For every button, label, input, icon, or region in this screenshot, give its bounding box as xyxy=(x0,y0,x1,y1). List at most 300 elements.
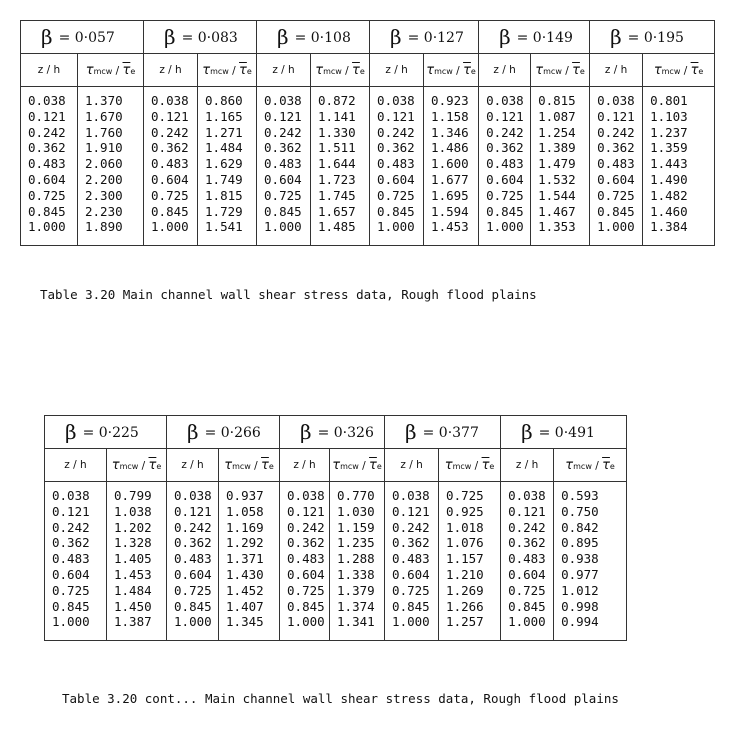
tau-ratio-value: 1.389 xyxy=(538,140,576,156)
tau-ratio-value: 1.359 xyxy=(650,140,688,156)
tau-ratio-value: 1.345 xyxy=(226,614,264,630)
tau-ratio-column xyxy=(311,87,370,246)
zh-value: 0.038 xyxy=(597,93,635,108)
zh-value: 0.483 xyxy=(287,551,325,567)
zh-header: z / h xyxy=(167,449,219,482)
zh-value: 0.242 xyxy=(151,124,189,140)
tau-ratio-value: 1.453 xyxy=(114,566,152,582)
tau-ratio-value: 1.532 xyxy=(538,171,576,187)
zh-column xyxy=(501,482,554,641)
tau-ratio-column xyxy=(643,87,715,246)
tau-ratio-value: 0.801 xyxy=(650,93,688,108)
tau-e-symbol: $\overline{\tau}$ xyxy=(148,457,157,473)
zh-value: 0.242 xyxy=(174,519,212,535)
zh-value: 0.121 xyxy=(52,503,90,519)
zh-value: 0.038 xyxy=(28,93,66,108)
zh-value: 0.242 xyxy=(264,124,302,140)
zh-value: 1.000 xyxy=(174,614,212,630)
tau-ratio-value: 1.271 xyxy=(205,124,243,140)
tau-ratio-value: 2.200 xyxy=(85,171,123,187)
tau-ratio-value: 0.994 xyxy=(561,614,599,630)
tau-subscript: mcw xyxy=(434,66,453,76)
zh-column xyxy=(144,87,198,246)
zh-value: 0.121 xyxy=(597,108,635,124)
zh-value: 0.483 xyxy=(52,551,90,567)
zh-value: 0.604 xyxy=(392,566,430,582)
tau-ratio-value: 1.453 xyxy=(431,219,469,235)
beta-symbol: β xyxy=(499,25,511,49)
tau-subscript: mcw xyxy=(232,461,251,471)
zh-value: 1.000 xyxy=(508,614,546,630)
table-caption-1: Table 3.20 Main channel wall shear stress data, Rough flood plains xyxy=(40,287,537,302)
tau-ratio-value: 1.484 xyxy=(114,582,152,598)
shear-stress-table-1 xyxy=(20,20,715,246)
tau-ratio-value: 1.254 xyxy=(538,124,576,140)
tau-ratio-value: 1.018 xyxy=(446,519,484,535)
tau-ratio-value: 1.749 xyxy=(205,171,243,187)
zh-value: 0.725 xyxy=(264,187,302,203)
tau-symbol: τ xyxy=(332,457,341,473)
zh-value: 0.038 xyxy=(151,93,189,108)
tau-subscript: mcw xyxy=(340,461,359,471)
zh-value: 0.121 xyxy=(287,503,325,519)
tau-slash: / xyxy=(228,64,240,77)
tau-ratio-value: 1.292 xyxy=(226,535,264,551)
zh-value: 0.038 xyxy=(264,93,302,108)
zh-value: 0.604 xyxy=(486,171,524,187)
zh-value: 0.038 xyxy=(486,93,524,108)
zh-value: 0.604 xyxy=(264,171,302,187)
beta-symbol: β xyxy=(277,25,289,49)
zh-header: z / h xyxy=(257,54,311,87)
beta-header xyxy=(370,21,479,54)
tau-slash: / xyxy=(471,459,482,472)
tau-ratio-value: 1.479 xyxy=(538,156,576,172)
zh-value: 1.000 xyxy=(52,614,90,630)
tau-ratio-value: 1.257 xyxy=(446,614,484,630)
tau-ratio-column xyxy=(330,482,385,641)
zh-header: z / h xyxy=(45,449,107,482)
zh-value: 0.483 xyxy=(28,156,66,172)
zh-value: 0.725 xyxy=(392,582,430,598)
zh-header: z / h xyxy=(21,54,78,87)
tau-ratio-value: 1.338 xyxy=(337,566,375,582)
tau-ratio-value: 1.467 xyxy=(538,203,576,219)
tau-symbol: τ xyxy=(426,62,435,78)
tau-ratio-value: 1.430 xyxy=(226,566,264,582)
tau-e-symbol: $\overline{\tau}$ xyxy=(261,457,269,473)
tau-ratio-header xyxy=(198,54,257,87)
zh-value: 1.000 xyxy=(264,219,302,235)
tau-e-subscript: e xyxy=(359,66,365,76)
zh-value: 0.121 xyxy=(264,108,302,124)
tau-ratio-value: 1.235 xyxy=(337,535,375,551)
tau-ratio-value: 0.923 xyxy=(431,93,469,108)
beta-symbol: β xyxy=(300,420,312,444)
tau-ratio-value: 1.038 xyxy=(114,503,152,519)
tau-e-symbol: $\overline{\tau}$ xyxy=(481,457,490,473)
beta-symbol: β xyxy=(405,420,417,444)
tau-ratio-value: 1.452 xyxy=(226,582,264,598)
tau-ratio-value: 1.030 xyxy=(337,503,375,519)
zh-value: 0.845 xyxy=(287,598,325,614)
tau-ratio-value: 1.890 xyxy=(85,219,123,235)
tau-ratio-header xyxy=(643,54,715,87)
tau-e-subscript: e xyxy=(609,461,615,471)
zh-column xyxy=(280,482,330,641)
tau-ratio-value: 1.370 xyxy=(85,93,123,108)
tau-ratio-value: 1.387 xyxy=(114,614,152,630)
tau-ratio-value: 1.723 xyxy=(318,171,356,187)
zh-value: 0.845 xyxy=(486,203,524,219)
beta-header xyxy=(45,416,167,449)
tau-slash: / xyxy=(341,64,353,77)
zh-value: 1.000 xyxy=(597,219,635,235)
zh-value: 0.242 xyxy=(486,124,524,140)
data-row xyxy=(21,87,715,246)
beta-value: = 0·127 xyxy=(407,30,464,46)
tau-slash: / xyxy=(561,64,573,77)
tau-ratio-value: 1.484 xyxy=(205,140,243,156)
tau-ratio-value: 0.872 xyxy=(318,93,356,108)
zh-header: z / h xyxy=(501,449,554,482)
zh-column xyxy=(257,87,311,246)
beta-value: = 0·149 xyxy=(516,30,573,46)
zh-column xyxy=(45,482,107,641)
tau-ratio-column xyxy=(78,87,144,246)
tau-ratio-value: 0.998 xyxy=(561,598,599,614)
beta-header xyxy=(144,21,257,54)
tau-ratio-value: 1.384 xyxy=(650,219,688,235)
tau-ratio-value: 0.750 xyxy=(561,503,599,519)
tau-e-symbol: $\overline{\tau}$ xyxy=(352,62,360,78)
tau-symbol: τ xyxy=(315,62,324,78)
tau-ratio-value: 1.407 xyxy=(226,598,264,614)
beta-header xyxy=(167,416,280,449)
tau-subscript: mcw xyxy=(210,66,229,76)
tau-slash: / xyxy=(358,459,370,472)
zh-value: 0.121 xyxy=(377,108,415,124)
tau-ratio-value: 0.937 xyxy=(226,488,264,503)
beta-header-row xyxy=(21,21,715,54)
tau-ratio-header xyxy=(78,54,144,87)
zh-value: 0.121 xyxy=(151,108,189,124)
tau-ratio-value: 1.353 xyxy=(538,219,576,235)
zh-value: 0.725 xyxy=(486,187,524,203)
tau-e-subscript: e xyxy=(268,461,274,471)
tau-ratio-value: 0.770 xyxy=(337,488,375,503)
tau-ratio-value: 1.288 xyxy=(337,551,375,567)
tau-ratio-value: 0.842 xyxy=(561,519,599,535)
zh-value: 0.038 xyxy=(174,488,212,503)
tau-ratio-column xyxy=(198,87,257,246)
tau-ratio-value: 1.482 xyxy=(650,187,688,203)
tau-ratio-value: 0.938 xyxy=(561,551,599,567)
tau-subscript: mcw xyxy=(119,461,139,471)
zh-value: 0.362 xyxy=(392,535,430,551)
tau-ratio-column xyxy=(219,482,280,641)
tau-e-symbol: $\overline{\tau}$ xyxy=(602,457,610,473)
beta-symbol: β xyxy=(521,420,533,444)
shear-stress-table-2 xyxy=(44,415,627,641)
tau-ratio-value: 1.670 xyxy=(85,108,123,124)
tau-ratio-header xyxy=(424,54,479,87)
beta-header xyxy=(21,21,144,54)
tau-ratio-value: 1.490 xyxy=(650,171,688,187)
tau-ratio-value: 1.745 xyxy=(318,187,356,203)
tau-subscript: mcw xyxy=(573,461,592,471)
beta-symbol: β xyxy=(41,25,53,49)
data-row xyxy=(45,482,627,641)
zh-value: 0.121 xyxy=(28,108,66,124)
zh-value: 0.038 xyxy=(377,93,415,108)
zh-value: 0.845 xyxy=(52,598,90,614)
tau-ratio-value: 1.644 xyxy=(318,156,356,172)
beta-value: = 0·266 xyxy=(204,425,261,441)
tau-ratio-header xyxy=(439,449,501,482)
zh-value: 0.362 xyxy=(597,140,635,156)
tau-ratio-value: 1.594 xyxy=(431,203,469,219)
zh-value: 0.362 xyxy=(508,535,546,551)
tau-ratio-header xyxy=(531,54,590,87)
tau-ratio-value: 1.169 xyxy=(226,519,264,535)
zh-header: z / h xyxy=(280,449,330,482)
zh-value: 0.725 xyxy=(287,582,325,598)
zh-value: 0.845 xyxy=(264,203,302,219)
zh-value: 0.242 xyxy=(508,519,546,535)
zh-value: 0.725 xyxy=(174,582,212,598)
tau-ratio-value: 1.760 xyxy=(85,124,123,140)
tau-e-symbol: $\overline{\tau}$ xyxy=(690,62,699,78)
tau-ratio-value: 1.141 xyxy=(318,108,356,124)
tau-ratio-value: 2.060 xyxy=(85,156,123,172)
zh-value: 0.483 xyxy=(151,156,189,172)
tau-e-subscript: e xyxy=(246,66,252,76)
tau-ratio-value: 1.485 xyxy=(318,219,356,235)
zh-value: 0.845 xyxy=(28,203,66,219)
beta-value: = 0·108 xyxy=(294,30,351,46)
beta-header xyxy=(479,21,590,54)
zh-value: 0.362 xyxy=(287,535,325,551)
zh-value: 0.483 xyxy=(486,156,524,172)
zh-value: 0.362 xyxy=(377,140,415,156)
zh-value: 0.121 xyxy=(508,503,546,519)
tau-ratio-value: 1.629 xyxy=(205,156,243,172)
tau-ratio-value: 1.202 xyxy=(114,519,152,535)
tau-ratio-value: 1.677 xyxy=(431,171,469,187)
tau-ratio-value: 0.725 xyxy=(446,488,484,503)
tau-subscript: mcw xyxy=(452,461,472,471)
tau-ratio-column xyxy=(439,482,501,641)
tau-ratio-value: 1.266 xyxy=(446,598,484,614)
tau-e-subscript: e xyxy=(156,461,162,471)
zh-column xyxy=(590,87,643,246)
beta-value: = 0·377 xyxy=(422,425,479,441)
zh-value: 0.242 xyxy=(377,124,415,140)
tau-e-subscript: e xyxy=(489,461,495,471)
tau-slash: / xyxy=(452,64,464,77)
zh-value: 0.121 xyxy=(174,503,212,519)
zh-value: 0.038 xyxy=(287,488,325,503)
tau-ratio-value: 1.237 xyxy=(650,124,688,140)
tau-symbol: τ xyxy=(653,62,662,78)
tau-slash: / xyxy=(138,459,149,472)
beta-value: = 0·057 xyxy=(58,30,115,46)
zh-value: 0.362 xyxy=(174,535,212,551)
tau-subscript: mcw xyxy=(323,66,342,76)
tau-ratio-value: 1.600 xyxy=(431,156,469,172)
zh-value: 0.725 xyxy=(28,187,66,203)
zh-value: 0.725 xyxy=(52,582,90,598)
tau-ratio-value: 1.511 xyxy=(318,140,356,156)
tau-ratio-value: 1.729 xyxy=(205,203,243,219)
zh-value: 0.845 xyxy=(151,203,189,219)
zh-header: z / h xyxy=(144,54,198,87)
tau-e-symbol: $\overline{\tau}$ xyxy=(122,62,131,78)
tau-e-symbol: $\overline{\tau}$ xyxy=(463,62,471,78)
tau-ratio-value: 1.450 xyxy=(114,598,152,614)
tau-ratio-value: 1.379 xyxy=(337,582,375,598)
beta-header xyxy=(501,416,627,449)
zh-column xyxy=(21,87,78,246)
zh-column xyxy=(370,87,424,246)
zh-value: 0.845 xyxy=(392,598,430,614)
zh-value: 0.604 xyxy=(174,566,212,582)
zh-value: 1.000 xyxy=(287,614,325,630)
tau-symbol: τ xyxy=(565,457,574,473)
zh-value: 0.604 xyxy=(508,566,546,582)
beta-header xyxy=(280,416,385,449)
zh-value: 1.000 xyxy=(392,614,430,630)
zh-value: 0.483 xyxy=(597,156,635,172)
tau-ratio-value: 1.158 xyxy=(431,108,469,124)
tau-slash: / xyxy=(591,459,603,472)
zh-column xyxy=(167,482,219,641)
tau-ratio-value: 1.486 xyxy=(431,140,469,156)
tau-ratio-value: 1.210 xyxy=(446,566,484,582)
zh-value: 0.604 xyxy=(52,566,90,582)
zh-value: 0.483 xyxy=(392,551,430,567)
tau-ratio-value: 1.159 xyxy=(337,519,375,535)
zh-value: 0.845 xyxy=(597,203,635,219)
zh-header: z / h xyxy=(370,54,424,87)
tau-ratio-value: 0.815 xyxy=(538,93,576,108)
tau-ratio-value: 1.341 xyxy=(337,614,375,630)
tau-e-subscript: e xyxy=(376,461,382,471)
tau-ratio-value: 1.541 xyxy=(205,219,243,235)
tau-ratio-value: 0.925 xyxy=(446,503,484,519)
tau-ratio-header xyxy=(107,449,167,482)
tau-ratio-header xyxy=(330,449,385,482)
tau-ratio-value: 1.269 xyxy=(446,582,484,598)
tau-subscript: mcw xyxy=(661,66,681,76)
beta-symbol: β xyxy=(610,25,622,49)
zh-value: 0.362 xyxy=(151,140,189,156)
tau-ratio-value: 1.371 xyxy=(226,551,264,567)
tau-symbol: τ xyxy=(202,62,211,78)
tau-ratio-value: 1.087 xyxy=(538,108,576,124)
tau-ratio-value: 0.895 xyxy=(561,535,599,551)
tau-ratio-value: 0.860 xyxy=(205,93,243,108)
tau-ratio-header xyxy=(219,449,280,482)
tau-ratio-value: 1.058 xyxy=(226,503,264,519)
tau-ratio-column xyxy=(531,87,590,246)
beta-header-row xyxy=(45,416,627,449)
tau-ratio-value: 1.012 xyxy=(561,582,599,598)
tau-ratio-value: 1.544 xyxy=(538,187,576,203)
tau-ratio-value: 1.076 xyxy=(446,535,484,551)
zh-value: 1.000 xyxy=(151,219,189,235)
tau-e-symbol: $\overline{\tau}$ xyxy=(369,457,377,473)
tau-ratio-value: 1.346 xyxy=(431,124,469,140)
zh-value: 0.362 xyxy=(52,535,90,551)
beta-symbol: β xyxy=(164,25,176,49)
zh-value: 0.242 xyxy=(287,519,325,535)
tau-slash: / xyxy=(112,64,123,77)
tau-symbol: τ xyxy=(85,62,94,78)
beta-value: = 0·225 xyxy=(82,425,139,441)
tau-ratio-column xyxy=(554,482,627,641)
zh-value: 0.845 xyxy=(174,598,212,614)
zh-value: 0.845 xyxy=(508,598,546,614)
zh-value: 1.000 xyxy=(377,219,415,235)
tau-ratio-value: 0.593 xyxy=(561,488,599,503)
beta-header xyxy=(385,416,501,449)
tau-ratio-value: 1.165 xyxy=(205,108,243,124)
tau-ratio-value: 1.405 xyxy=(114,551,152,567)
tau-e-subscript: e xyxy=(698,66,704,76)
tau-ratio-header xyxy=(311,54,370,87)
zh-value: 0.362 xyxy=(28,140,66,156)
beta-header xyxy=(257,21,370,54)
tau-ratio-value: 1.103 xyxy=(650,108,688,124)
tau-ratio-value: 1.910 xyxy=(85,140,123,156)
tau-ratio-column xyxy=(424,87,479,246)
zh-value: 0.604 xyxy=(28,171,66,187)
zh-value: 0.362 xyxy=(486,140,524,156)
column-header-row xyxy=(45,449,627,482)
beta-value: = 0·326 xyxy=(317,425,374,441)
zh-header: z / h xyxy=(590,54,643,87)
beta-value: = 0·491 xyxy=(538,425,595,441)
zh-value: 0.483 xyxy=(508,551,546,567)
tau-ratio-value: 1.815 xyxy=(205,187,243,203)
zh-value: 0.242 xyxy=(52,519,90,535)
zh-value: 0.725 xyxy=(508,582,546,598)
tau-symbol: τ xyxy=(111,457,120,473)
beta-header xyxy=(590,21,715,54)
tau-e-symbol: $\overline{\tau}$ xyxy=(572,62,580,78)
zh-header: z / h xyxy=(479,54,531,87)
zh-value: 0.845 xyxy=(377,203,415,219)
tau-symbol: τ xyxy=(444,457,453,473)
tau-e-subscript: e xyxy=(579,66,585,76)
tau-ratio-column xyxy=(107,482,167,641)
tau-ratio-value: 1.657 xyxy=(318,203,356,219)
column-header-row xyxy=(21,54,715,87)
zh-value: 0.242 xyxy=(392,519,430,535)
zh-value: 1.000 xyxy=(486,219,524,235)
tau-ratio-value: 0.977 xyxy=(561,566,599,582)
zh-value: 0.038 xyxy=(508,488,546,503)
zh-value: 0.483 xyxy=(377,156,415,172)
tau-subscript: mcw xyxy=(93,66,113,76)
tau-ratio-value: 1.374 xyxy=(337,598,375,614)
zh-value: 0.604 xyxy=(151,171,189,187)
zh-header: z / h xyxy=(385,449,439,482)
tau-ratio-value: 0.799 xyxy=(114,488,152,503)
zh-value: 0.604 xyxy=(597,171,635,187)
